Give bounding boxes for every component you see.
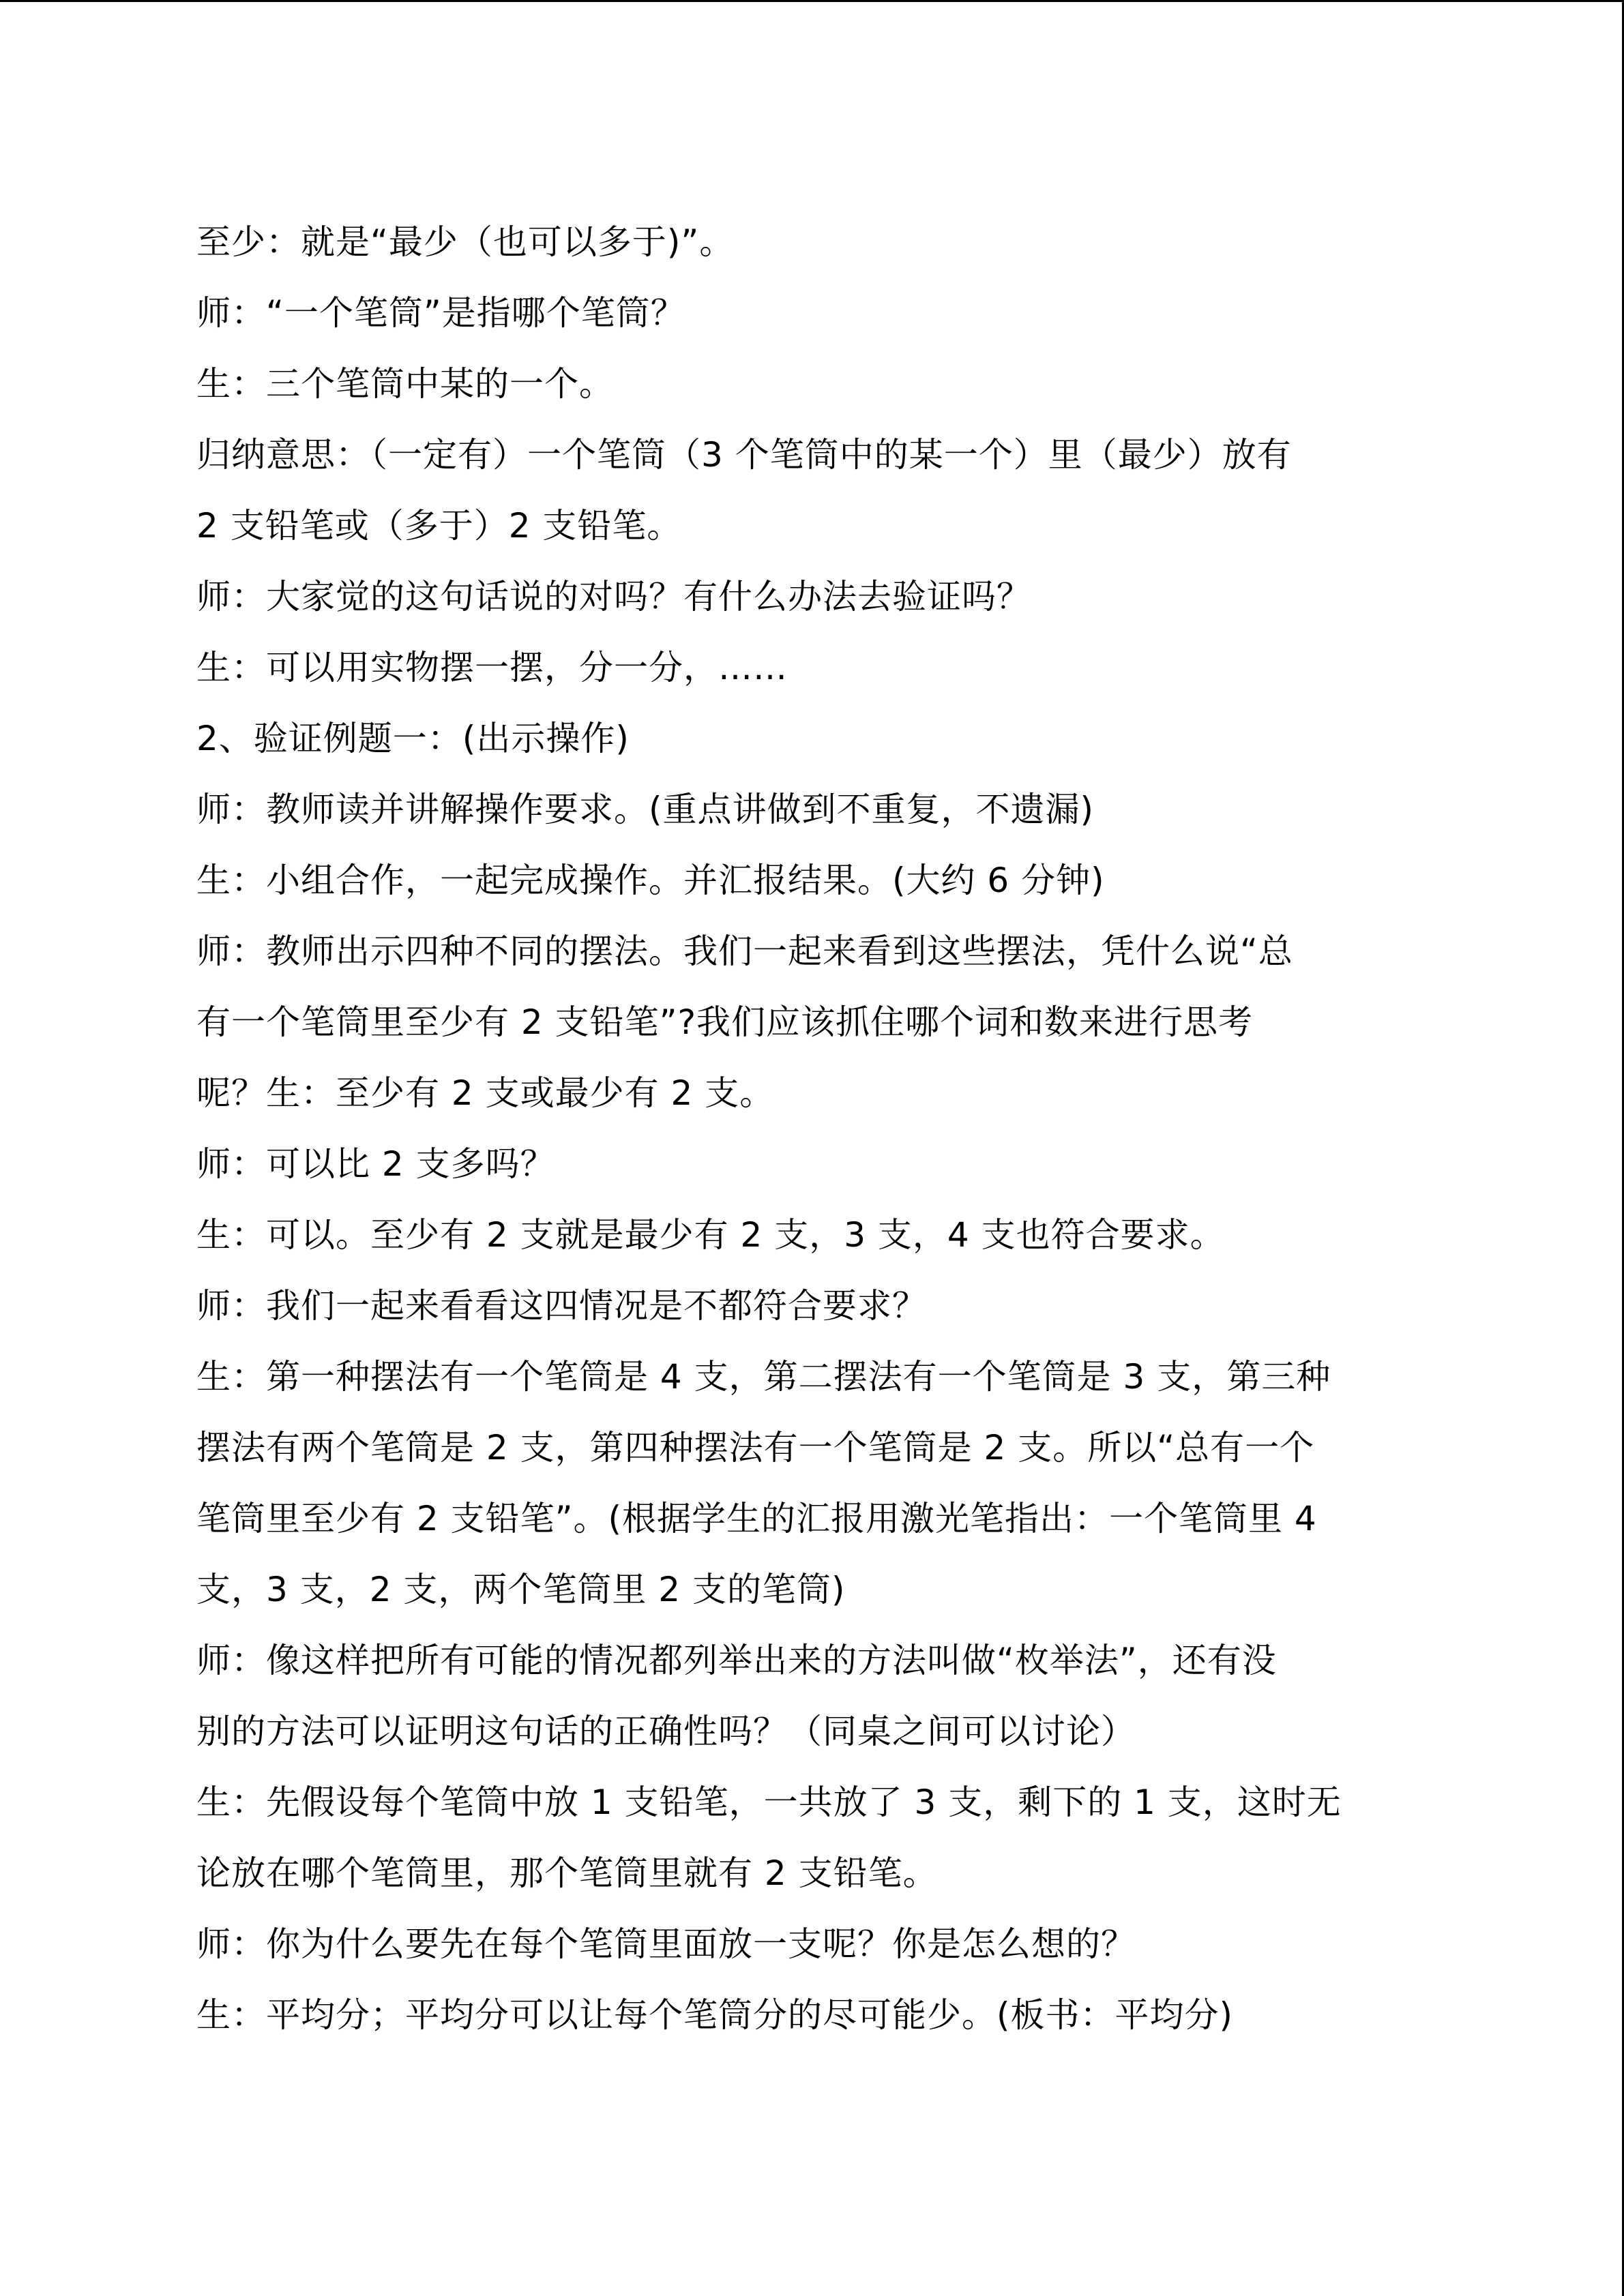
- text-line: 生：先假设每个笔筒中放 1 支铅笔，一共放了 3 支，剩下的 1 支，这时无: [196, 1783, 1342, 1822]
- text-line: 生：平均分；平均分可以让每个笔筒分的尽可能少。(板书：平均分): [196, 1995, 1234, 2035]
- text-line: 师：教师出示四种不同的摆法。我们一起来看到这些摆法，凭什么说“总: [196, 931, 1293, 971]
- text-line: 师：我们一起来看看这四情况是不都符合要求？: [196, 1286, 927, 1326]
- text-line: 生：第一种摆法有一个笔筒是 4 支，第二摆法有一个笔筒是 3 支，第三种: [196, 1357, 1331, 1397]
- text-line: 有一个笔筒里至少有 2 支铅笔”?我们应该抓住哪个词和数来进行思考: [196, 1002, 1254, 1042]
- text-line: 摆法有两个笔筒是 2 支，第四种摆法有一个笔筒是 2 支。所以“总有一个: [196, 1428, 1315, 1467]
- text-line: 师：“一个笔筒”是指哪个笔筒？: [196, 293, 685, 333]
- text-line: 师：可以比 2 支多吗？: [196, 1144, 555, 1184]
- text-line: 归纳意思：（一定有）一个笔筒（3 个笔筒中的某一个）里（最少）放有: [196, 435, 1292, 475]
- text-line: 至少：就是“最少（也可以多于)”。: [196, 222, 735, 262]
- text-line: 师：大家觉的这句话说的对吗？有什么办法去验证吗？: [196, 577, 1031, 616]
- text-line: 呢？生：至少有 2 支或最少有 2 支。: [196, 1073, 775, 1113]
- text-line: 师：像这样把所有可能的情况都列举出来的方法叫做“枚举法”，还有没: [196, 1641, 1277, 1680]
- document-body: [196, 207, 1424, 2051]
- text-line: 别的方法可以证明这句话的正确性吗？（同桌之间可以讨论）: [196, 1712, 1136, 1751]
- text-line: 2 支铅笔或（多于）2 支铅笔。: [196, 506, 682, 546]
- text-line: 支，3 支，2 支，两个笔筒里 2 支的笔筒): [196, 1570, 846, 1609]
- text-line: 生：可以。至少有 2 支就是最少有 2 支，3 支，4 支也符合要求。: [196, 1215, 1225, 1255]
- section-heading: 2、验证例题一：(出示操作): [196, 719, 630, 758]
- text-line: 生：小组合作，一起完成操作。并汇报结果。(大约 6 分钟): [196, 861, 1105, 900]
- text-line: 生：可以用实物摆一摆，分一分，……: [196, 648, 788, 687]
- text-line: 生：三个笔筒中某的一个。: [196, 364, 614, 404]
- text-line: 笔筒里至少有 2 支铅笔”。(根据学生的汇报用激光笔指出：一个笔筒里 4: [196, 1499, 1317, 1538]
- text-line: 论放在哪个笔筒里，那个笔筒里就有 2 支铅笔。: [196, 1853, 938, 1893]
- text-line: 师：教师读并讲解操作要求。(重点讲做到不重复，不遗漏): [196, 790, 1095, 829]
- text-line: 师：你为什么要先在每个笔筒里面放一支呢？你是怎么想的？: [196, 1924, 1136, 1964]
